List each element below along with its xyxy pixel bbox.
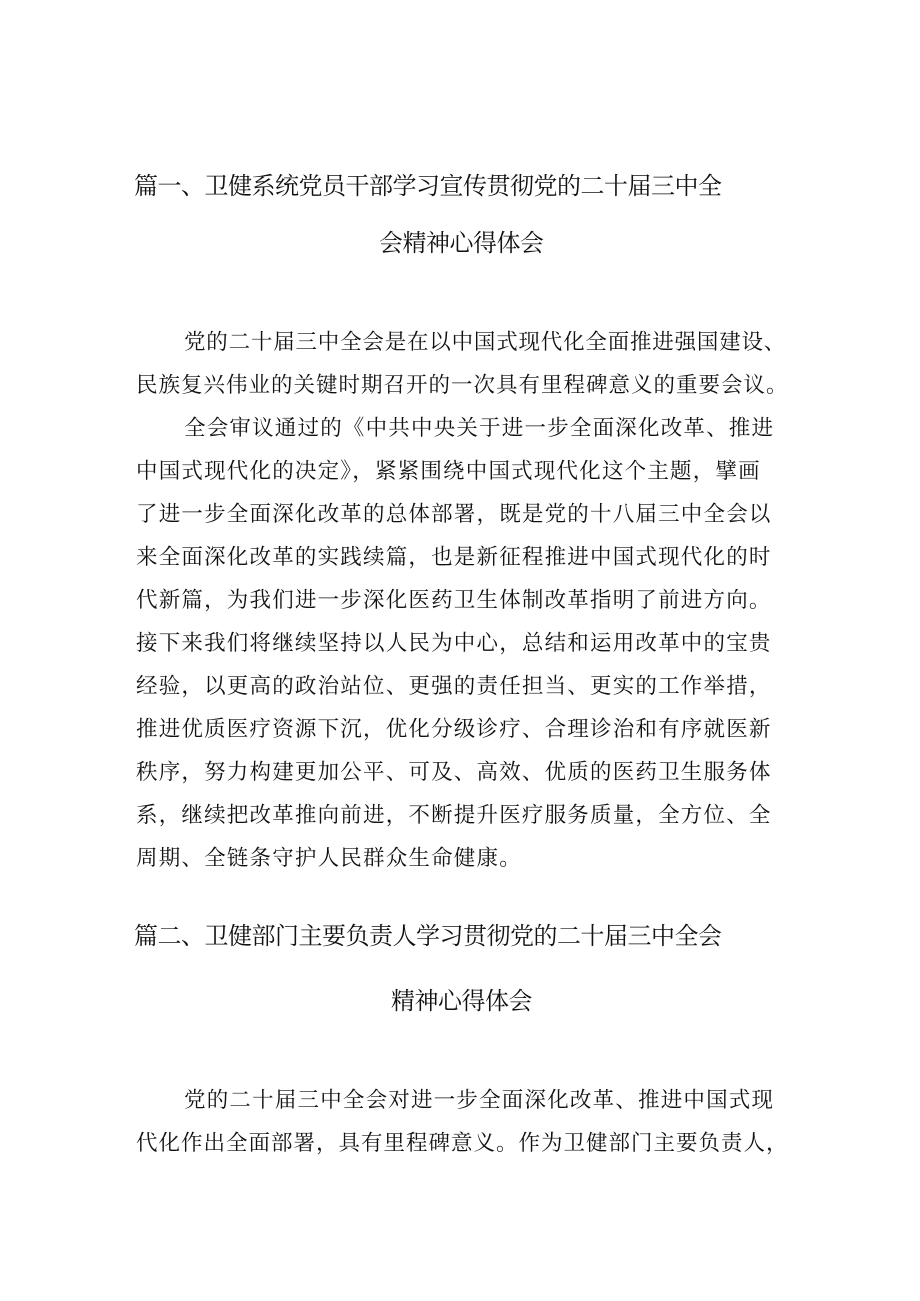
section-1-paragraph-2-line: 来全面深化改革的实践续篇，也是新征程推进中国式现代化的时: [136, 545, 772, 570]
section-1-paragraph-2-line: 中国式现代化的决定》，紧紧围绕中国式现代化这个主题，擘画: [136, 459, 761, 484]
section-2-paragraph-1-line: 党的二十届三中全会对进一步全面深化改革、推进中国式现: [184, 1088, 775, 1113]
section-2-title-line-2: 精神心得体会: [391, 987, 532, 1015]
section-1-paragraph-1-line: 民族复兴伟业的关键时期召开的一次具有里程碑意义的重要会议。: [136, 373, 789, 398]
section-1-paragraph-2-line: 代新篇，为我们进一步深化医药卫生体制改革指明了前进方向。: [136, 588, 772, 613]
section-1-paragraph-2-line: 推进优质医疗资源下沉，优化分级诊疗、合理诊治和有序就医新: [136, 717, 772, 742]
section-1-paragraph-2-line: 经验，以更高的政治站位、更强的责任担当、更实的工作举措，: [136, 674, 772, 699]
section-1-title-line-1: 篇一、卫健系统党员干部学习宣传贯彻党的二十届三中全: [134, 172, 722, 200]
section-1-paragraph-2-line: 了进一步全面深化改革的总体部署，既是党的十八届三中全会以: [136, 502, 772, 527]
section-1-paragraph-2-line: 周期、全链条守护人民群众生命健康。: [136, 846, 522, 871]
section-1-paragraph-1-line: 党的二十届三中全会是在以中国式现代化全面推进强国建设、: [184, 330, 787, 355]
section-1-paragraph-2-line: 接下来我们将继续坚持以人民为中心，总结和运用改革中的宝贵: [136, 631, 772, 656]
section-1-title-line-2: 会精神心得体会: [379, 229, 544, 257]
section-2-paragraph-1-line: 代化作出全面部署，具有里程碑意义。作为卫健部门主要负责人，: [136, 1131, 789, 1156]
section-1-paragraph-2-line: 秩序，努力构建更加公平、可及、高效、优质的医药卫生服务体: [136, 760, 772, 785]
section-2-title-line-1: 篇二、卫健部门主要负责人学习贯彻党的二十届三中全会: [134, 922, 722, 950]
section-1-paragraph-2-line: 系，继续把改革推向前进，不断提升医疗服务质量，全方位、全: [136, 803, 772, 828]
section-1-paragraph-2-line: 全会审议通过的《中共中央关于进一步全面深化改革、推进: [184, 416, 775, 441]
